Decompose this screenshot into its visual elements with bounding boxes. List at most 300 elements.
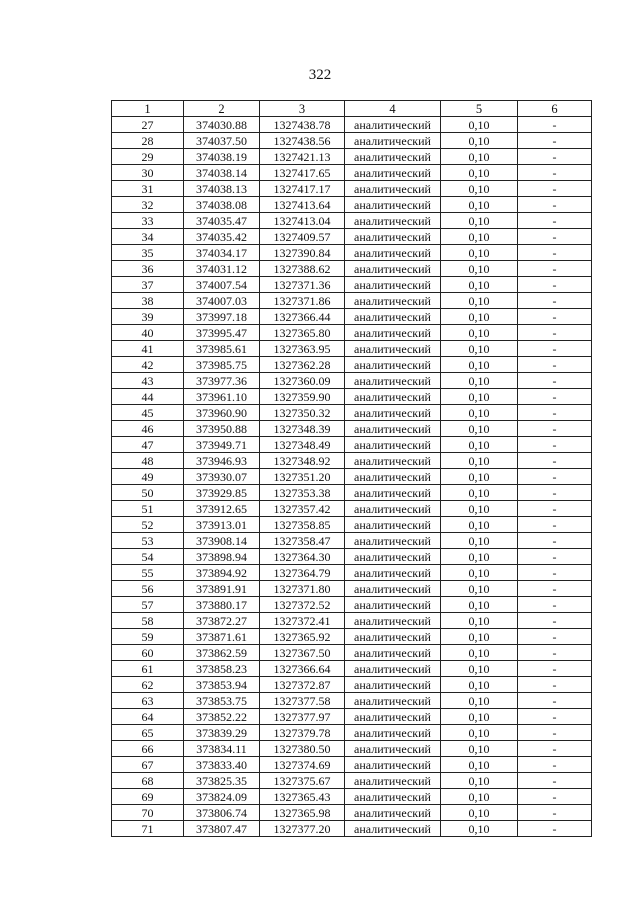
x-coordinate-cell: 373898.94 [184, 549, 260, 565]
point-number-cell: 33 [112, 213, 184, 229]
method-cell: аналитический [345, 181, 441, 197]
method-cell: аналитический [345, 341, 441, 357]
method-cell: аналитический [345, 405, 441, 421]
note-cell: - [518, 213, 592, 229]
note-cell: - [518, 693, 592, 709]
point-number-cell: 41 [112, 341, 184, 357]
method-cell: аналитический [345, 613, 441, 629]
note-cell: - [518, 325, 592, 341]
y-coordinate-cell: 1327377.97 [260, 709, 345, 725]
point-number-cell: 29 [112, 149, 184, 165]
table-row [112, 277, 592, 293]
y-coordinate-cell: 1327390.84 [260, 245, 345, 261]
method-cell: аналитический [345, 325, 441, 341]
x-coordinate-cell: 373824.09 [184, 789, 260, 805]
column-header: 4 [345, 101, 441, 117]
accuracy-cell: 0,10 [441, 469, 518, 485]
x-coordinate-cell: 373985.61 [184, 341, 260, 357]
point-number-cell: 65 [112, 725, 184, 741]
accuracy-cell: 0,10 [441, 501, 518, 517]
accuracy-cell: 0,10 [441, 117, 518, 133]
note-cell: - [518, 517, 592, 533]
y-coordinate-cell: 1327417.65 [260, 165, 345, 181]
y-coordinate-cell: 1327438.56 [260, 133, 345, 149]
x-coordinate-cell: 373912.65 [184, 501, 260, 517]
note-cell: - [518, 741, 592, 757]
table-row [112, 661, 592, 677]
method-cell: аналитический [345, 389, 441, 405]
point-number-cell: 46 [112, 421, 184, 437]
x-coordinate-cell: 374035.47 [184, 213, 260, 229]
table-row [112, 229, 592, 245]
method-cell: аналитический [345, 229, 441, 245]
accuracy-cell: 0,10 [441, 245, 518, 261]
point-number-cell: 66 [112, 741, 184, 757]
table-row [112, 309, 592, 325]
y-coordinate-cell: 1327371.80 [260, 581, 345, 597]
point-number-cell: 55 [112, 565, 184, 581]
y-coordinate-cell: 1327351.20 [260, 469, 345, 485]
table-row [112, 821, 592, 837]
method-cell: аналитический [345, 197, 441, 213]
x-coordinate-cell: 373872.27 [184, 613, 260, 629]
table-row [112, 597, 592, 613]
point-number-cell: 64 [112, 709, 184, 725]
table-row [112, 165, 592, 181]
y-coordinate-cell: 1327377.20 [260, 821, 345, 837]
method-cell: аналитический [345, 357, 441, 373]
accuracy-cell: 0,10 [441, 645, 518, 661]
point-number-cell: 52 [112, 517, 184, 533]
column-header: 3 [260, 101, 345, 117]
note-cell: - [518, 341, 592, 357]
note-cell: - [518, 501, 592, 517]
accuracy-cell: 0,10 [441, 773, 518, 789]
point-number-cell: 36 [112, 261, 184, 277]
table-row [112, 773, 592, 789]
table-row [112, 693, 592, 709]
column-header: 6 [518, 101, 592, 117]
note-cell: - [518, 661, 592, 677]
table-row [112, 437, 592, 453]
x-coordinate-cell: 373858.23 [184, 661, 260, 677]
note-cell: - [518, 277, 592, 293]
point-number-cell: 27 [112, 117, 184, 133]
method-cell: аналитический [345, 117, 441, 133]
table-row [112, 453, 592, 469]
note-cell: - [518, 581, 592, 597]
table-row [112, 133, 592, 149]
accuracy-cell: 0,10 [441, 565, 518, 581]
table-row [112, 341, 592, 357]
x-coordinate-cell: 373977.36 [184, 373, 260, 389]
page-number: 322 [308, 67, 332, 83]
y-coordinate-cell: 1327375.67 [260, 773, 345, 789]
note-cell: - [518, 597, 592, 613]
table-header-row [112, 101, 592, 117]
method-cell: аналитический [345, 629, 441, 645]
method-cell: аналитический [345, 165, 441, 181]
y-coordinate-cell: 1327372.52 [260, 597, 345, 613]
table-row [112, 613, 592, 629]
point-number-cell: 56 [112, 581, 184, 597]
method-cell: аналитический [345, 677, 441, 693]
accuracy-cell: 0,10 [441, 725, 518, 741]
y-coordinate-cell: 1327413.64 [260, 197, 345, 213]
table-row [112, 501, 592, 517]
method-cell: аналитический [345, 437, 441, 453]
table-row [112, 357, 592, 373]
method-cell: аналитический [345, 277, 441, 293]
point-number-cell: 61 [112, 661, 184, 677]
x-coordinate-cell: 373834.11 [184, 741, 260, 757]
accuracy-cell: 0,10 [441, 197, 518, 213]
x-coordinate-cell: 373949.71 [184, 437, 260, 453]
table-row [112, 469, 592, 485]
note-cell: - [518, 469, 592, 485]
accuracy-cell: 0,10 [441, 229, 518, 245]
table-row [112, 325, 592, 341]
accuracy-cell: 0,10 [441, 165, 518, 181]
point-number-cell: 63 [112, 693, 184, 709]
x-coordinate-cell: 374007.03 [184, 293, 260, 309]
x-coordinate-cell: 374031.12 [184, 261, 260, 277]
table-row [112, 485, 592, 501]
method-cell: аналитический [345, 245, 441, 261]
point-number-cell: 58 [112, 613, 184, 629]
accuracy-cell: 0,10 [441, 389, 518, 405]
point-number-cell: 71 [112, 821, 184, 837]
point-number-cell: 47 [112, 437, 184, 453]
x-coordinate-cell: 374038.13 [184, 181, 260, 197]
accuracy-cell: 0,10 [441, 677, 518, 693]
accuracy-cell: 0,10 [441, 517, 518, 533]
method-cell: аналитический [345, 469, 441, 485]
method-cell: аналитический [345, 693, 441, 709]
y-coordinate-cell: 1327365.92 [260, 629, 345, 645]
note-cell: - [518, 565, 592, 581]
column-header: 5 [441, 101, 518, 117]
x-coordinate-cell: 373862.59 [184, 645, 260, 661]
accuracy-cell: 0,10 [441, 789, 518, 805]
accuracy-cell: 0,10 [441, 261, 518, 277]
y-coordinate-cell: 1327380.50 [260, 741, 345, 757]
accuracy-cell: 0,10 [441, 293, 518, 309]
y-coordinate-cell: 1327372.41 [260, 613, 345, 629]
note-cell: - [518, 165, 592, 181]
table-row [112, 373, 592, 389]
table-row [112, 405, 592, 421]
x-coordinate-cell: 374030.88 [184, 117, 260, 133]
x-coordinate-cell: 374038.08 [184, 197, 260, 213]
method-cell: аналитический [345, 533, 441, 549]
accuracy-cell: 0,10 [441, 373, 518, 389]
y-coordinate-cell: 1327358.85 [260, 517, 345, 533]
note-cell: - [518, 709, 592, 725]
note-cell: - [518, 293, 592, 309]
note-cell: - [518, 261, 592, 277]
accuracy-cell: 0,10 [441, 357, 518, 373]
x-coordinate-cell: 374037.50 [184, 133, 260, 149]
method-cell: аналитический [345, 373, 441, 389]
note-cell: - [518, 117, 592, 133]
accuracy-cell: 0,10 [441, 613, 518, 629]
table-row [112, 581, 592, 597]
point-number-cell: 49 [112, 469, 184, 485]
note-cell: - [518, 549, 592, 565]
point-number-cell: 44 [112, 389, 184, 405]
y-coordinate-cell: 1327371.36 [260, 277, 345, 293]
y-coordinate-cell: 1327421.13 [260, 149, 345, 165]
note-cell: - [518, 245, 592, 261]
note-cell: - [518, 805, 592, 821]
point-number-cell: 37 [112, 277, 184, 293]
method-cell: аналитический [345, 213, 441, 229]
y-coordinate-cell: 1327388.62 [260, 261, 345, 277]
method-cell: аналитический [345, 821, 441, 837]
column-header: 2 [184, 101, 260, 117]
x-coordinate-cell: 373825.35 [184, 773, 260, 789]
y-coordinate-cell: 1327350.32 [260, 405, 345, 421]
table-row [112, 565, 592, 581]
point-number-cell: 30 [112, 165, 184, 181]
point-number-cell: 48 [112, 453, 184, 469]
point-number-cell: 59 [112, 629, 184, 645]
method-cell: аналитический [345, 773, 441, 789]
point-number-cell: 34 [112, 229, 184, 245]
y-coordinate-cell: 1327348.49 [260, 437, 345, 453]
method-cell: аналитический [345, 581, 441, 597]
point-number-cell: 60 [112, 645, 184, 661]
method-cell: аналитический [345, 293, 441, 309]
y-coordinate-cell: 1327359.90 [260, 389, 345, 405]
x-coordinate-cell: 373950.88 [184, 421, 260, 437]
point-number-cell: 35 [112, 245, 184, 261]
x-coordinate-cell: 374035.42 [184, 229, 260, 245]
method-cell: аналитический [345, 709, 441, 725]
point-number-cell: 68 [112, 773, 184, 789]
y-coordinate-cell: 1327374.69 [260, 757, 345, 773]
note-cell: - [518, 453, 592, 469]
note-cell: - [518, 773, 592, 789]
y-coordinate-cell: 1327362.28 [260, 357, 345, 373]
table-row [112, 293, 592, 309]
table-row [112, 213, 592, 229]
y-coordinate-cell: 1327348.39 [260, 421, 345, 437]
x-coordinate-cell: 373852.22 [184, 709, 260, 725]
note-cell: - [518, 613, 592, 629]
x-coordinate-cell: 373853.94 [184, 677, 260, 693]
y-coordinate-cell: 1327413.04 [260, 213, 345, 229]
point-number-cell: 31 [112, 181, 184, 197]
y-coordinate-cell: 1327417.17 [260, 181, 345, 197]
point-number-cell: 62 [112, 677, 184, 693]
table-row [112, 117, 592, 133]
x-coordinate-cell: 373985.75 [184, 357, 260, 373]
point-number-cell: 54 [112, 549, 184, 565]
note-cell: - [518, 789, 592, 805]
accuracy-cell: 0,10 [441, 213, 518, 229]
table-row [112, 517, 592, 533]
note-cell: - [518, 629, 592, 645]
note-cell: - [518, 485, 592, 501]
y-coordinate-cell: 1327438.78 [260, 117, 345, 133]
method-cell: аналитический [345, 549, 441, 565]
table-row [112, 261, 592, 277]
method-cell: аналитический [345, 149, 441, 165]
x-coordinate-cell: 373880.17 [184, 597, 260, 613]
x-coordinate-cell: 373806.74 [184, 805, 260, 821]
table-row [112, 421, 592, 437]
note-cell: - [518, 677, 592, 693]
x-coordinate-cell: 373929.85 [184, 485, 260, 501]
y-coordinate-cell: 1327348.92 [260, 453, 345, 469]
x-coordinate-cell: 374007.54 [184, 277, 260, 293]
y-coordinate-cell: 1327379.78 [260, 725, 345, 741]
accuracy-cell: 0,10 [441, 437, 518, 453]
note-cell: - [518, 197, 592, 213]
point-number-cell: 53 [112, 533, 184, 549]
accuracy-cell: 0,10 [441, 597, 518, 613]
y-coordinate-cell: 1327358.47 [260, 533, 345, 549]
accuracy-cell: 0,10 [441, 133, 518, 149]
column-header: 1 [112, 101, 184, 117]
method-cell: аналитический [345, 133, 441, 149]
x-coordinate-cell: 373995.47 [184, 325, 260, 341]
method-cell: аналитический [345, 645, 441, 661]
table-row [112, 533, 592, 549]
accuracy-cell: 0,10 [441, 821, 518, 837]
accuracy-cell: 0,10 [441, 181, 518, 197]
method-cell: аналитический [345, 453, 441, 469]
note-cell: - [518, 645, 592, 661]
method-cell: аналитический [345, 661, 441, 677]
x-coordinate-cell: 373961.10 [184, 389, 260, 405]
y-coordinate-cell: 1327363.95 [260, 341, 345, 357]
accuracy-cell: 0,10 [441, 629, 518, 645]
method-cell: аналитический [345, 805, 441, 821]
accuracy-cell: 0,10 [441, 485, 518, 501]
accuracy-cell: 0,10 [441, 325, 518, 341]
x-coordinate-cell: 373930.07 [184, 469, 260, 485]
accuracy-cell: 0,10 [441, 277, 518, 293]
x-coordinate-cell: 373833.40 [184, 757, 260, 773]
note-cell: - [518, 757, 592, 773]
x-coordinate-cell: 374038.19 [184, 149, 260, 165]
method-cell: аналитический [345, 501, 441, 517]
x-coordinate-cell: 373853.75 [184, 693, 260, 709]
x-coordinate-cell: 373946.93 [184, 453, 260, 469]
method-cell: аналитический [345, 725, 441, 741]
point-number-cell: 40 [112, 325, 184, 341]
y-coordinate-cell: 1327366.64 [260, 661, 345, 677]
y-coordinate-cell: 1327377.58 [260, 693, 345, 709]
accuracy-cell: 0,10 [441, 661, 518, 677]
accuracy-cell: 0,10 [441, 581, 518, 597]
method-cell: аналитический [345, 597, 441, 613]
coordinates-table [111, 100, 592, 837]
table-row [112, 629, 592, 645]
x-coordinate-cell: 373960.90 [184, 405, 260, 421]
table-row [112, 197, 592, 213]
y-coordinate-cell: 1327371.86 [260, 293, 345, 309]
note-cell: - [518, 373, 592, 389]
point-number-cell: 51 [112, 501, 184, 517]
method-cell: аналитический [345, 485, 441, 501]
table-row [112, 549, 592, 565]
note-cell: - [518, 149, 592, 165]
y-coordinate-cell: 1327357.42 [260, 501, 345, 517]
accuracy-cell: 0,10 [441, 805, 518, 821]
point-number-cell: 42 [112, 357, 184, 373]
x-coordinate-cell: 373891.91 [184, 581, 260, 597]
x-coordinate-cell: 373894.92 [184, 565, 260, 581]
note-cell: - [518, 437, 592, 453]
accuracy-cell: 0,10 [441, 341, 518, 357]
point-number-cell: 28 [112, 133, 184, 149]
table-row [112, 741, 592, 757]
note-cell: - [518, 229, 592, 245]
x-coordinate-cell: 373997.18 [184, 309, 260, 325]
point-number-cell: 50 [112, 485, 184, 501]
note-cell: - [518, 533, 592, 549]
note-cell: - [518, 421, 592, 437]
x-coordinate-cell: 373913.01 [184, 517, 260, 533]
x-coordinate-cell: 373908.14 [184, 533, 260, 549]
table-row [112, 389, 592, 405]
accuracy-cell: 0,10 [441, 741, 518, 757]
table-row [112, 805, 592, 821]
y-coordinate-cell: 1327409.57 [260, 229, 345, 245]
point-number-cell: 39 [112, 309, 184, 325]
x-coordinate-cell: 374038.14 [184, 165, 260, 181]
y-coordinate-cell: 1327365.80 [260, 325, 345, 341]
point-number-cell: 57 [112, 597, 184, 613]
point-number-cell: 45 [112, 405, 184, 421]
note-cell: - [518, 133, 592, 149]
x-coordinate-cell: 374034.17 [184, 245, 260, 261]
table-row [112, 181, 592, 197]
y-coordinate-cell: 1327360.09 [260, 373, 345, 389]
table-row [112, 245, 592, 261]
point-number-cell: 70 [112, 805, 184, 821]
table-body [112, 117, 592, 837]
point-number-cell: 67 [112, 757, 184, 773]
note-cell: - [518, 821, 592, 837]
x-coordinate-cell: 373807.47 [184, 821, 260, 837]
accuracy-cell: 0,10 [441, 309, 518, 325]
table-row [112, 789, 592, 805]
note-cell: - [518, 309, 592, 325]
method-cell: аналитический [345, 789, 441, 805]
note-cell: - [518, 357, 592, 373]
accuracy-cell: 0,10 [441, 149, 518, 165]
table-row [112, 645, 592, 661]
method-cell: аналитический [345, 757, 441, 773]
point-number-cell: 43 [112, 373, 184, 389]
table-row [112, 709, 592, 725]
accuracy-cell: 0,10 [441, 693, 518, 709]
table-row [112, 677, 592, 693]
table-row [112, 757, 592, 773]
point-number-cell: 38 [112, 293, 184, 309]
x-coordinate-cell: 373839.29 [184, 725, 260, 741]
y-coordinate-cell: 1327367.50 [260, 645, 345, 661]
y-coordinate-cell: 1327366.44 [260, 309, 345, 325]
accuracy-cell: 0,10 [441, 533, 518, 549]
point-number-cell: 32 [112, 197, 184, 213]
method-cell: аналитический [345, 517, 441, 533]
